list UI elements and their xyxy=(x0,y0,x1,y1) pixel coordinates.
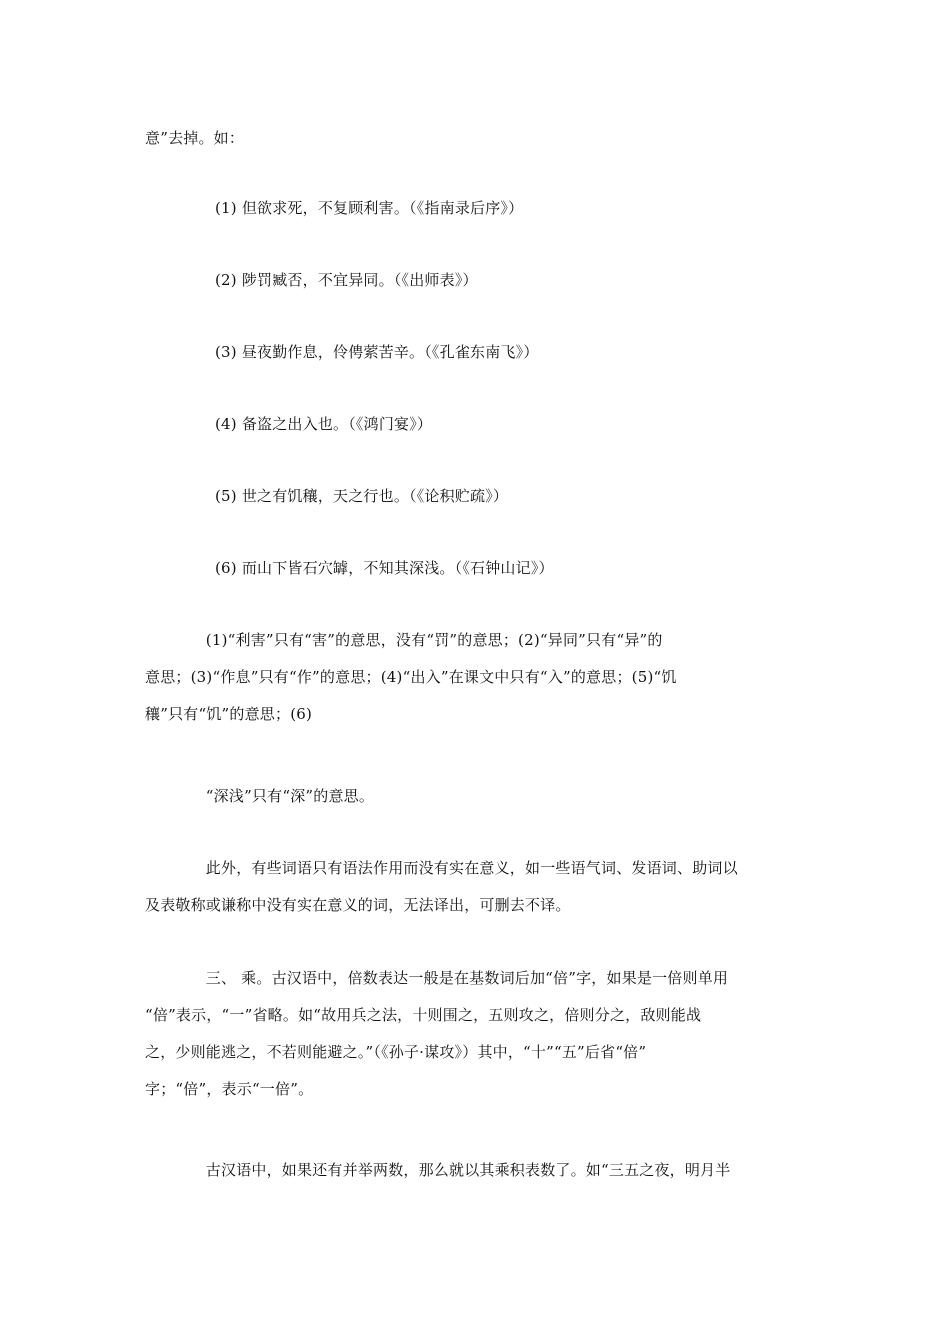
paragraph-function-words xyxy=(145,850,810,924)
text-line: 意思；(3)“作息”只有“作”的意思；(4)“出入”在课文中只有“入”的意思；(5)“饥 xyxy=(145,668,677,686)
text-line: 意”去掉。如： xyxy=(145,129,245,147)
text-line: (4) 备盗之出入也。（《鸿门宴》） xyxy=(215,415,433,433)
text-line: 此外，有些词语只有语法作用而没有实在意义，如一些语气词、发语词、助词以 xyxy=(145,859,738,877)
example-item-1 xyxy=(215,190,880,227)
text-line: 穰”只有“饥”的意思；(6) xyxy=(145,705,313,723)
text-line: (3) 昼夜勤作息，伶俜萦苦辛。（《孔雀东南飞》） xyxy=(215,343,539,361)
paragraph-multiplication xyxy=(145,960,810,1108)
example-item-5 xyxy=(215,478,880,515)
text-line: 字；“倍”，表示“一倍”。 xyxy=(145,1080,314,1098)
text-line: (1) 但欲求死，不复顾利害。（《指南录后序》） xyxy=(215,199,524,217)
example-item-2 xyxy=(215,262,880,299)
example-item-6 xyxy=(215,550,880,587)
paragraph-product-numbers xyxy=(145,1152,810,1189)
text-line: 之，少则能逃之，不若则能避之。”（《孙子·谋攻》）其中，“十”“五”后省“倍” xyxy=(145,1043,647,1061)
paragraph-intro-continuation xyxy=(145,120,810,157)
text-line: (1)“利害”只有“害”的意思，没有“罚”的意思；(2)“异同”只有“异”的 xyxy=(145,631,663,649)
text-line: (6) 而山下皆石穴罅，不知其深浅。（《石钟山记》） xyxy=(215,559,554,577)
example-item-4 xyxy=(215,406,880,443)
text-line: “倍”表示，“一”省略。如“故用兵之法，十则围之，五则攻之，倍则分之，敌则能战 xyxy=(145,1006,702,1024)
text-line: “深浅”只有“深”的意思。 xyxy=(145,787,375,805)
text-line: 古汉语中，如果还有并举两数，那么就以其乘积表数了。如“三五之夜，明月半 xyxy=(145,1161,731,1179)
paragraph-explanation xyxy=(145,622,810,733)
text-line: 三、 乘。古汉语中，倍数表达一般是在基数词后加“倍”字，如果是一倍则单用 xyxy=(145,969,729,987)
paragraph-explanation-end xyxy=(145,778,810,815)
text-line: (2) 陟罚臧否，不宜异同。（《出师表》） xyxy=(215,271,478,289)
text-line: 及表敬称或谦称中没有实在意义的词，无法译出，可删去不译。 xyxy=(145,896,571,914)
text-line: (5) 世之有饥穰，天之行也。（《论积贮疏》） xyxy=(215,487,509,505)
example-item-3 xyxy=(215,334,880,371)
